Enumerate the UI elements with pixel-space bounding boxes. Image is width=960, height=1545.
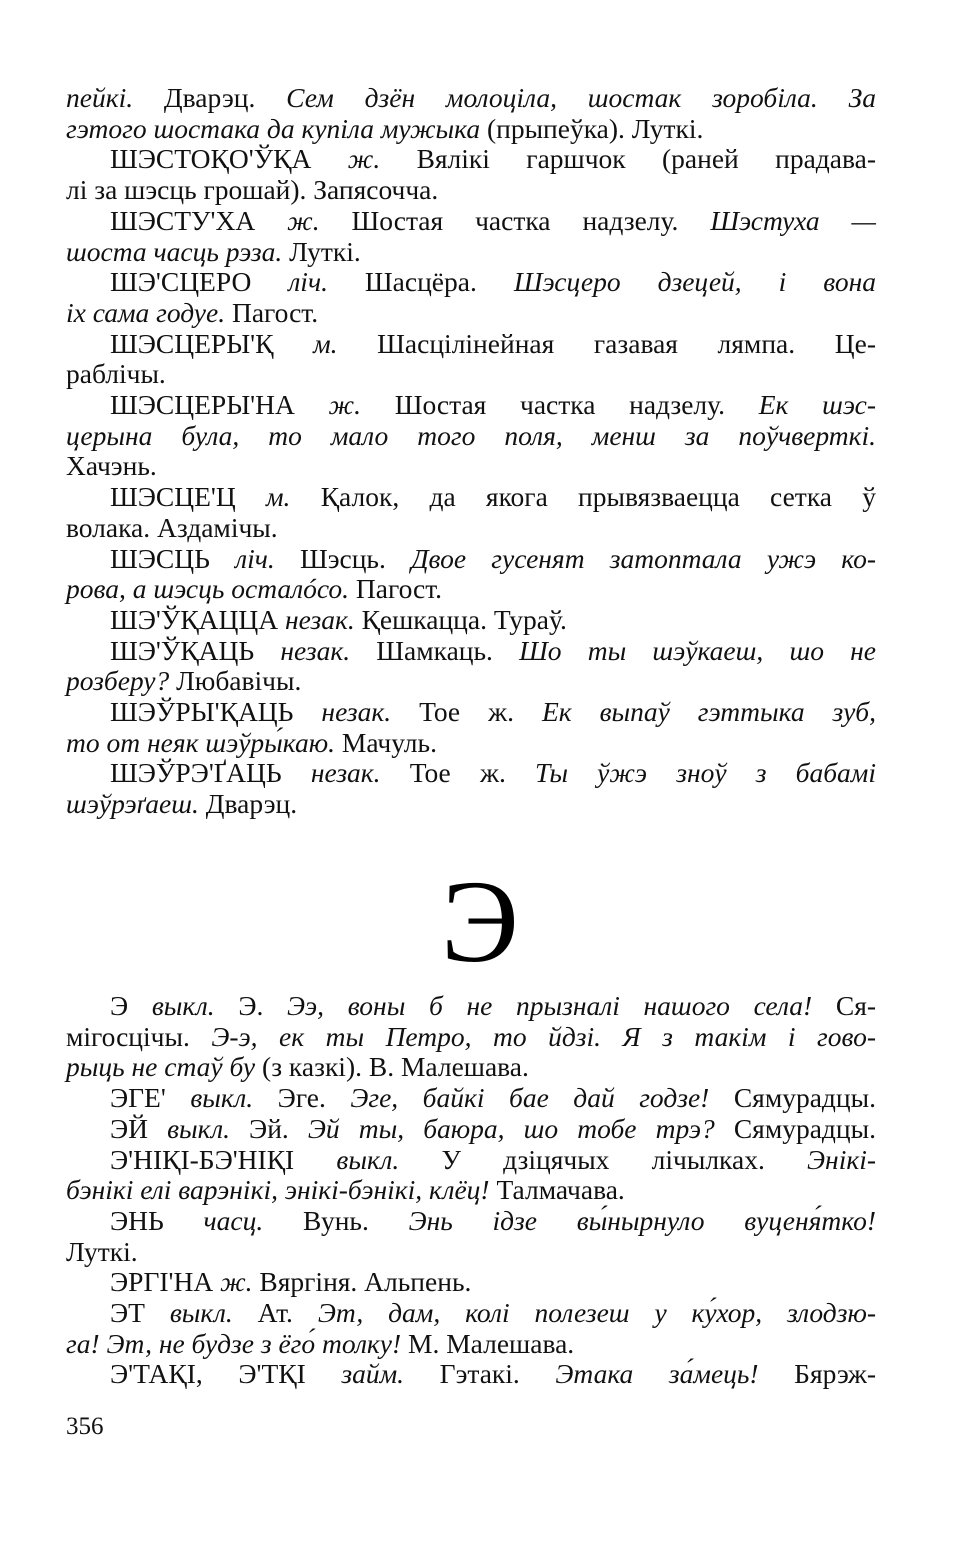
text-line <box>66 113 876 144</box>
text-line <box>110 1113 876 1144</box>
text-line <box>110 266 876 297</box>
italic-segment: м. <box>313 327 338 359</box>
text-line <box>66 358 876 389</box>
roman-segment: мігосцічы. <box>66 1020 212 1052</box>
roman-segment: Хачэнь. <box>66 450 157 482</box>
roman-segment: ЭТ <box>110 1297 170 1328</box>
roman-segment: ШЭСЦЕ'Ц <box>110 481 266 513</box>
italic-segment: шоста часць рэза. <box>66 235 283 267</box>
text-line <box>66 236 876 267</box>
roman-segment: Шэсць. <box>274 542 412 574</box>
roman-segment: Тое ж. <box>380 757 536 789</box>
roman-segment: ШЭ'ЎҚАЦЬ <box>110 634 281 666</box>
italic-segment: Этака за́мець! <box>555 1358 759 1390</box>
italic-segment: Сем дзён молоціла, шостак зоробіла. За <box>286 82 876 113</box>
roman-segment: Пагост. <box>349 573 443 605</box>
italic-segment: Ээ, воны б не прызналі нашого села! <box>287 990 813 1021</box>
roman-segment: ШЭСТОҚО'ЎҚА <box>110 143 348 175</box>
italic-segment: незак. <box>280 634 351 666</box>
text-line <box>110 990 876 1021</box>
roman-segment: (прыпеўка). Луткі. <box>480 112 704 144</box>
roman-segment: ШЭ'СЦЕРО <box>110 266 289 298</box>
text-line <box>66 450 876 481</box>
italic-segment: Э-э, ек ты Петро, то йдзі. Я з такім і гово- <box>211 1020 876 1052</box>
italic-segment: ж. <box>287 204 320 236</box>
text-line <box>66 420 876 451</box>
text-line <box>66 727 876 758</box>
roman-segment: Шасцілінейная газавая лямпа. Це- <box>337 327 876 359</box>
text-line <box>110 1144 876 1175</box>
text-line <box>66 82 876 113</box>
italic-segment: займ. <box>341 1358 405 1390</box>
roman-segment: Сямурадцы. <box>709 1082 876 1114</box>
italic-segment: Эге, байкі бае дай годзе! <box>350 1082 710 1114</box>
text-line <box>66 1328 876 1359</box>
text-line <box>66 1174 876 1205</box>
text-line <box>110 1082 876 1113</box>
roman-segment: Дварэц. <box>133 82 287 113</box>
text-line <box>66 573 876 604</box>
italic-segment: Шэсцеро дзецей, і вона <box>513 266 876 298</box>
roman-segment: волака. Аздамічы. <box>66 511 278 543</box>
italic-segment: м. <box>265 481 291 513</box>
roman-segment: Ат. <box>232 1297 318 1328</box>
roman-segment: Дварэц. <box>198 788 298 820</box>
roman-segment: Тое ж. <box>391 696 542 727</box>
italic-segment: Шэстуха — <box>710 204 876 236</box>
italic-segment: то от неяк шэўры́каю. <box>66 726 335 758</box>
italic-segment: церына була, то мало того поля, менш за поўчверткі. <box>66 419 876 451</box>
roman-segment: Э'НІҚІ-БЭ'НІҚІ <box>110 1143 337 1175</box>
roman-segment: лі за шэсць грошай). Запясочча. <box>66 174 439 206</box>
text-line <box>110 328 876 359</box>
italic-segment: ж. <box>220 1266 253 1298</box>
text-line <box>110 1297 876 1328</box>
roman-segment: Луткі. <box>282 235 361 267</box>
italic-segment: выкл. <box>169 1297 233 1328</box>
roman-segment: Э <box>110 990 152 1021</box>
roman-segment: ЭРГІ'НА <box>110 1266 221 1298</box>
italic-segment: выкл. <box>151 990 215 1021</box>
text-line <box>110 757 876 788</box>
roman-segment: Вяргіня. Альпень. <box>252 1266 472 1298</box>
roman-segment: ШЭСТУ'ХА <box>110 204 288 236</box>
italic-segment: ліч. <box>235 542 275 574</box>
roman-segment: Талмачава. <box>489 1174 625 1206</box>
roman-segment: Мачуль. <box>335 726 437 758</box>
roman-segment: У дзіцячых лічылках. <box>399 1143 808 1175</box>
roman-segment: Бярэж- <box>758 1358 877 1390</box>
roman-segment: Эй. <box>229 1112 308 1144</box>
text-line <box>110 1358 876 1389</box>
text-line <box>66 512 876 543</box>
roman-segment: ЭНЬ <box>110 1204 204 1236</box>
roman-segment: Шостая частка надзелу. <box>319 204 711 236</box>
roman-segment: ЭГЕ' <box>110 1082 191 1114</box>
italic-segment: рова, а шэсць осталóсо. <box>66 573 350 605</box>
roman-segment: Шамкаць. <box>350 634 520 666</box>
roman-segment: ШЭЎРЫ'ҚАЦЬ <box>110 696 322 727</box>
page-number: 356 <box>66 1413 104 1440</box>
roman-segment: Луткі. <box>66 1235 138 1267</box>
italic-segment: Эй ты, баюра, шо тобе трэ? <box>307 1112 715 1144</box>
roman-segment: ШЭСЦЕРЫ'НА <box>110 389 329 420</box>
italic-segment: выкл. <box>190 1082 254 1114</box>
italic-segment: іх сама годуе. <box>66 296 226 328</box>
text-line <box>110 481 876 512</box>
roman-segment: Қалок, да якога прывязваецца сетка ў <box>290 481 876 513</box>
italic-segment: пейкі. <box>66 82 134 113</box>
text-line <box>110 1266 876 1297</box>
roman-segment: Шасцёра. <box>327 266 514 298</box>
italic-segment: Ек выпаў гэттыка зуб, <box>541 696 876 727</box>
text-line <box>66 1021 876 1052</box>
italic-segment: Ек шэс- <box>758 389 876 420</box>
italic-segment: га! Эт, не будзе з ёго́ толку! <box>66 1327 402 1359</box>
text-line <box>66 665 876 696</box>
roman-segment: ЭЙ <box>110 1112 168 1144</box>
italic-segment: незак. <box>321 696 392 727</box>
italic-segment: рыць не стаў бу <box>66 1051 256 1083</box>
roman-segment: Ся- <box>812 990 877 1021</box>
roman-segment: Қешкацца. Тураў. <box>354 603 567 635</box>
roman-segment: ШЭСЦЕРЫ'Қ <box>110 327 314 359</box>
roman-segment: ШЭСЦЬ <box>110 542 236 574</box>
italic-segment: Энікі- <box>807 1143 876 1175</box>
roman-segment: Э. <box>214 990 288 1021</box>
roman-segment: Эге. <box>253 1082 351 1114</box>
roman-segment: Э'ТАҚІ, Э'ТҚІ <box>110 1358 342 1390</box>
italic-segment: Эт, дам, колі полезеш у ку́хор, злодзю- <box>317 1297 876 1328</box>
text-line <box>66 1236 876 1267</box>
roman-segment: Сямурадцы. <box>714 1112 876 1144</box>
text-line <box>110 389 876 420</box>
roman-segment: Пагост. <box>225 296 319 328</box>
italic-segment: розберу? <box>66 665 170 697</box>
roman-segment: Шостая частка надзелу. <box>361 389 759 420</box>
italic-segment: ліч. <box>288 266 328 298</box>
roman-segment: (з казкі). В. Малешава. <box>255 1051 529 1083</box>
italic-segment: Энь ідзе вы́нырнуло вуценя́тко! <box>408 1204 876 1236</box>
text-line <box>110 205 876 236</box>
italic-segment: незак. <box>310 757 381 789</box>
text-line <box>110 143 876 174</box>
italic-segment: ж. <box>328 389 362 420</box>
roman-segment: Гэтакі. <box>404 1358 556 1390</box>
text-line <box>110 696 876 727</box>
italic-segment: гэтого шостака да купіла мужыка <box>66 112 481 144</box>
italic-segment: ж. <box>347 143 381 175</box>
italic-segment: шэўрэґаеш. <box>66 788 199 820</box>
italic-segment: выкл. <box>336 1143 400 1175</box>
roman-segment: ШЭЎРЭ'ҐАЦЬ <box>110 757 311 789</box>
italic-segment: Ты ўжэ зноў з бабамі <box>535 757 876 789</box>
italic-segment: Двое гусенят затоптала ужэ ко- <box>411 542 877 574</box>
text-line <box>66 174 876 205</box>
text-line <box>110 543 876 574</box>
italic-segment: часц. <box>203 1204 264 1236</box>
italic-segment: незак. <box>284 603 355 635</box>
text-line <box>110 604 876 635</box>
roman-segment: ШЭ'ЎҚАЦЦА <box>110 603 285 635</box>
text-line <box>66 1051 876 1082</box>
italic-segment: бэнікі елі варэнікі, энікі-бэнікі, клёц! <box>66 1174 490 1206</box>
roman-segment: Вялікі гаршчок (раней прадава- <box>380 143 876 175</box>
italic-segment: выкл. <box>167 1112 230 1144</box>
section-letter-heading: Э <box>441 856 519 987</box>
roman-segment: Любавічы. <box>169 665 302 697</box>
text-line <box>110 635 876 666</box>
roman-segment: М. Малешава. <box>401 1327 575 1359</box>
roman-segment: Вунь. <box>263 1204 409 1236</box>
text-line <box>66 297 876 328</box>
text-line <box>110 1205 876 1236</box>
roman-segment: раблічы. <box>66 358 166 390</box>
italic-segment: Шо ты шэўкаеш, шо не <box>519 634 876 666</box>
text-line <box>66 788 876 819</box>
